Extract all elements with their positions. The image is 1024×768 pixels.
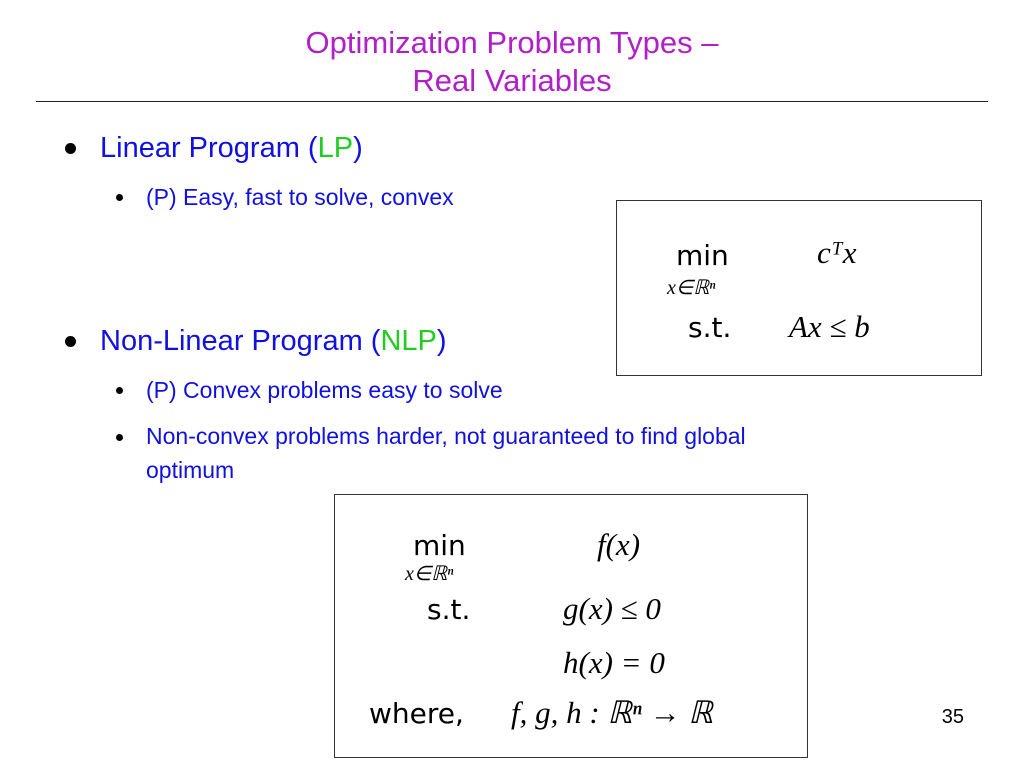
lp-heading-prefix: Linear Program ( <box>100 132 318 164</box>
nlp-min-subscript: x∈ℝⁿ <box>405 563 454 585</box>
nlp-formulation-box <box>334 494 808 758</box>
nlp-st-label: s.t. <box>427 593 471 626</box>
lp-min-subscript: x∈ℝⁿ <box>667 277 716 299</box>
nlp-min-label: min <box>413 529 466 562</box>
lp-min-label: min <box>676 239 729 272</box>
title-divider <box>36 101 988 102</box>
lp-heading <box>100 131 363 165</box>
nlp-where-expression: f, g, h : ℝⁿ → ℝ <box>511 695 713 730</box>
title-line-1: Optimization Problem Types – <box>305 25 719 60</box>
nlp-heading-abbr: NLP <box>380 325 437 357</box>
nlp-constraint-1: g(x) ≤ 0 <box>563 591 661 626</box>
sub-bullet-dot <box>116 387 123 394</box>
nlp-objective: f(x) <box>597 527 641 562</box>
title-line-2: Real Variables <box>412 63 612 98</box>
lp-st-label: s.t. <box>688 311 732 344</box>
nlp-point-1: (P) Convex problems easy to solve <box>146 377 503 403</box>
nlp-where-label: where, <box>369 697 464 730</box>
bullet-dot <box>65 143 76 154</box>
nlp-heading-suffix: ) <box>436 325 447 357</box>
slide-title <box>0 24 1024 100</box>
nlp-point-2: Non-convex problems harder, not guaranteed to find global <box>146 423 746 449</box>
lp-constraint: Ax ≤ b <box>789 309 870 344</box>
nlp-point-2-continued: optimum <box>146 457 235 483</box>
nlp-heading-prefix: Non-Linear Program ( <box>100 325 381 357</box>
sub-bullet-dot <box>116 194 123 201</box>
nlp-heading <box>100 324 447 358</box>
lp-heading-abbr: LP <box>317 132 354 164</box>
lp-heading-suffix: ) <box>353 132 363 164</box>
nlp-constraint-2: h(x) = 0 <box>563 645 665 680</box>
lp-objective: cᵀx <box>817 235 857 270</box>
sub-bullet-dot <box>116 434 123 441</box>
lp-point-1: (P) Easy, fast to solve, convex <box>146 184 454 210</box>
page-number: 35 <box>941 706 964 728</box>
bullet-dot <box>65 336 76 347</box>
lp-formulation-box <box>616 200 982 376</box>
